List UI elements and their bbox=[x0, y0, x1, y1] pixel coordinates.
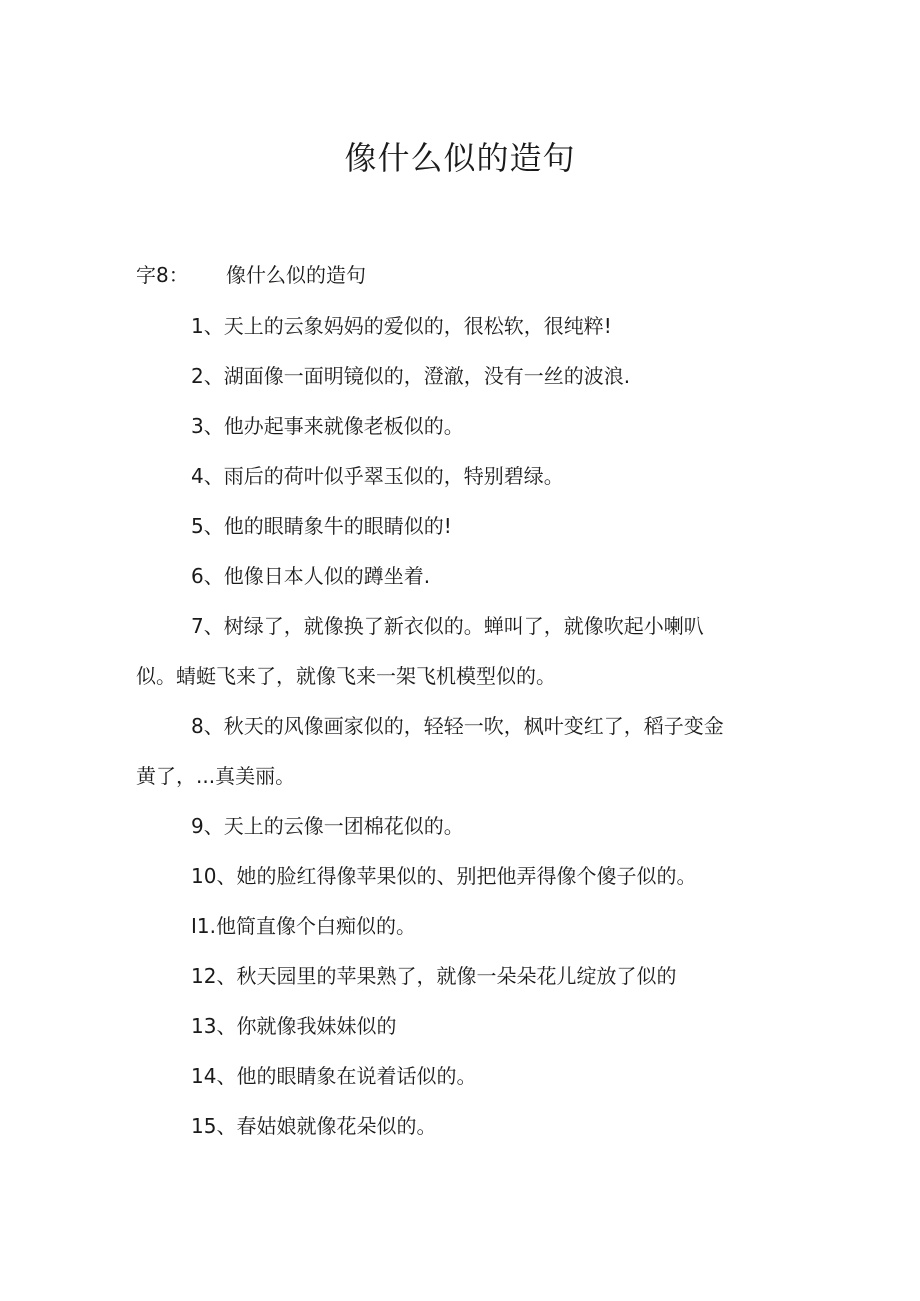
sentence-line: I1.他简直像个白痴似的。 bbox=[191, 914, 416, 938]
sentence-line: 6、他像日本人似的蹲坐着. bbox=[191, 564, 431, 588]
sentence-line: 15、春姑娘就像花朵似的。 bbox=[191, 1114, 437, 1138]
meta-label: 字8： bbox=[136, 263, 189, 287]
sentence-line: 2、湖面像一面明镜似的，澄澈，没有一丝的波浪. bbox=[191, 364, 631, 388]
sentence-line: 9、天上的云像一团棉花似的。 bbox=[191, 814, 464, 838]
sentence-line: 13、你就像我妹妹似的 bbox=[191, 1014, 397, 1038]
meta-subtitle: 像什么似的造句 bbox=[226, 263, 366, 287]
sentence-line: 4、雨后的荷叶似乎翠玉似的，特别碧绿。 bbox=[191, 464, 564, 488]
sentence-line: 1、天上的云象妈妈的爱似的，很松软，很纯粹! bbox=[191, 314, 612, 338]
sentence-line: 7、树绿了，就像换了新衣似的。蝉叫了，就像吹起小喇叭 bbox=[191, 614, 704, 638]
document-title: 像什么似的造句 bbox=[344, 139, 576, 177]
document-meta bbox=[136, 258, 366, 292]
sentence-line: 10、她的脸红得像苹果似的、别把他弄得像个傻子似的。 bbox=[191, 864, 697, 888]
sentence-line: 3、他办起事来就像老板似的。 bbox=[191, 414, 464, 438]
sentence-line-continuation: 黄了，...真美丽。 bbox=[136, 764, 296, 788]
sentence-line: 5、他的眼睛象牛的眼睛似的! bbox=[191, 514, 452, 538]
sentence-line: 8、秋天的风像画家似的，轻轻一吹，枫叶变红了，稻子变金 bbox=[191, 714, 724, 738]
sentence-line: 12、秋天园里的苹果熟了，就像一朵朵花儿绽放了似的 bbox=[191, 964, 677, 988]
sentence-line-continuation: 似。蜻蜓飞来了，就像飞来一架飞机模型似的。 bbox=[136, 664, 556, 688]
sentence-line: 14、他的眼睛象在说着话似的。 bbox=[191, 1064, 477, 1088]
